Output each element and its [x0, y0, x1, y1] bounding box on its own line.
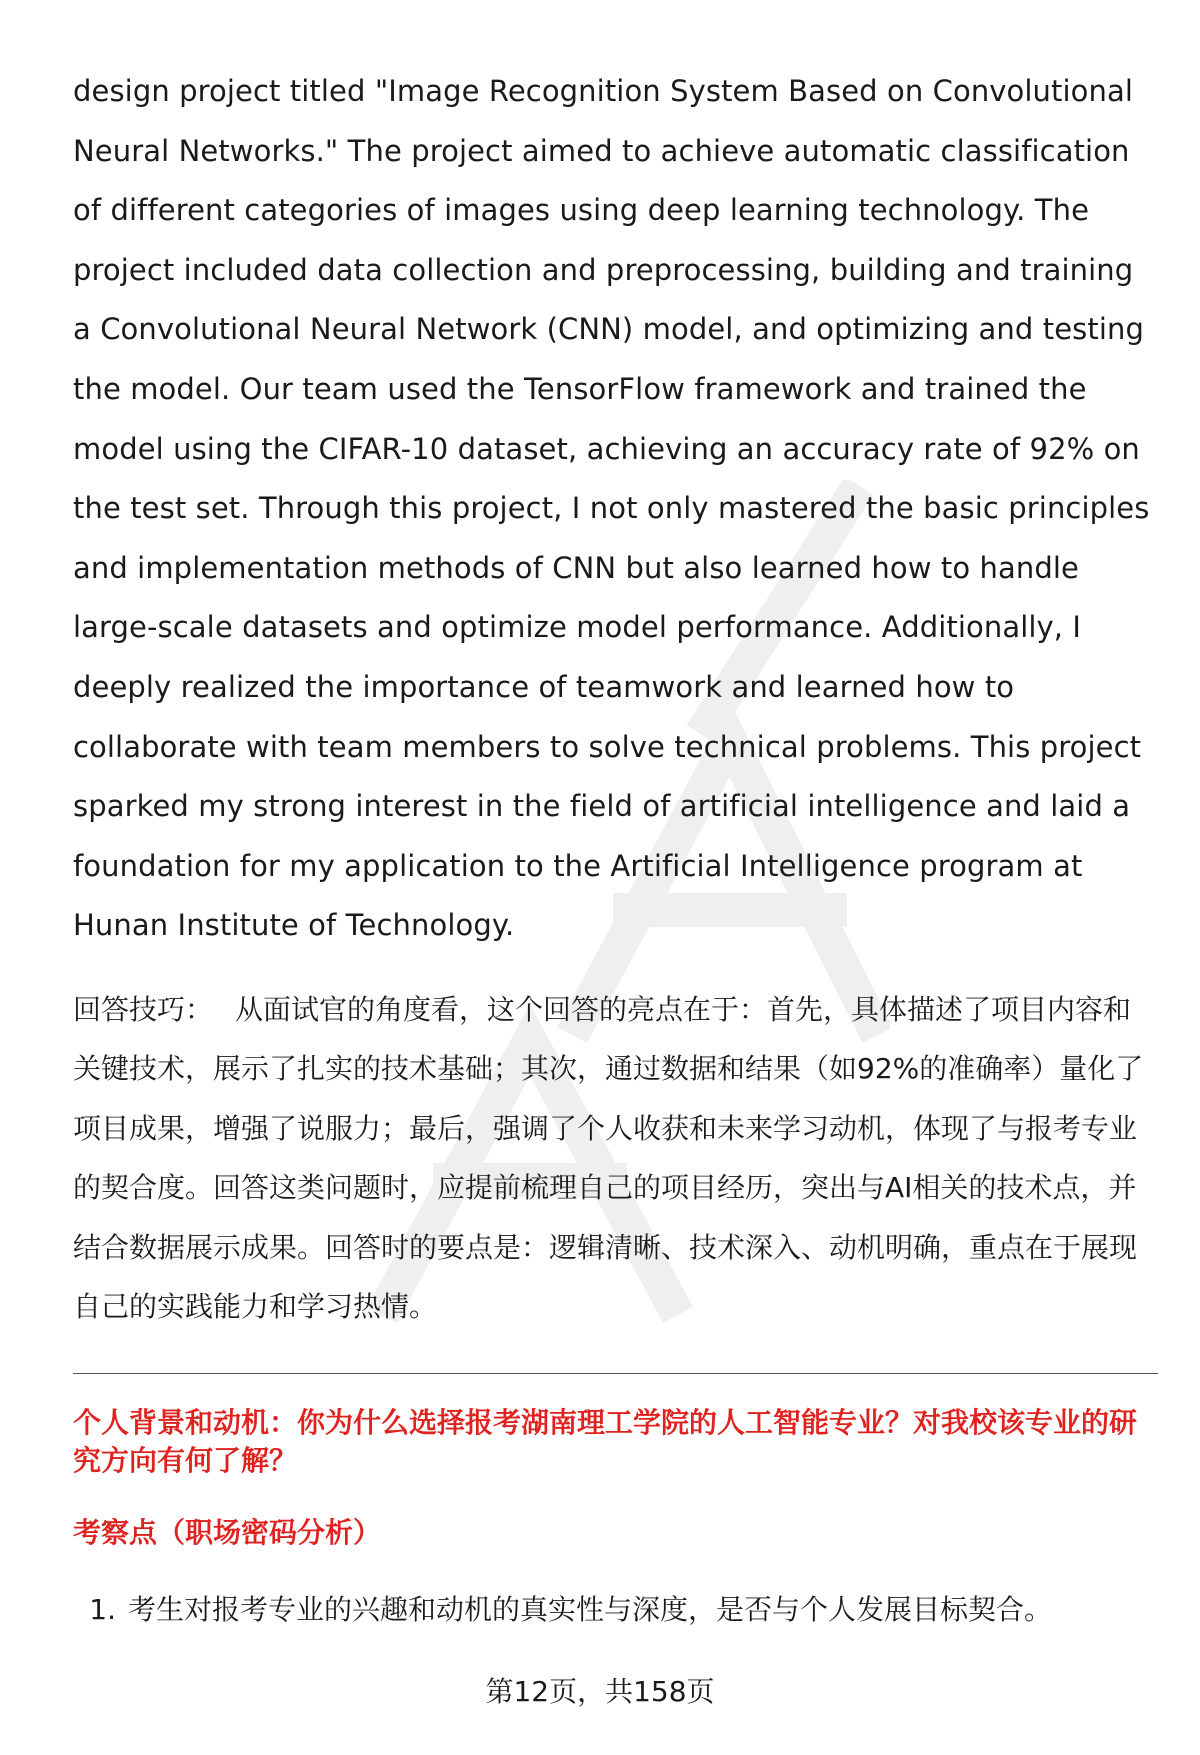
answer-paragraph: design project titled "Image Recognition System Based on Convolutional Neural Networks." The project aimed to achieve automatic classification of different categories of images using deep learning technology. The project included data collection and preprocessing, building and training a Convolutional Neural Network (CNN) model, and optimizing and testing the model. Our team used the TensorFlow framework and trained the model using the CIFAR-10 dataset, achieving an accuracy rate of 92% on the test set. Through this project, I not only mastered the basic principles and implementation methods of CNN but also learned how to handle large-scale datasets and optimize model performance. Additionally, I deeply realized the importance of teamwork and learned how to collaborate with team members to solve technical problems. This project sparked my strong interest in the field of artificial intelligence and laid a foundation for my application to the Artificial Intelligence program at Hunan Institute of Technology. [73, 74, 1150, 943]
question-heading: 个人背景和动机：你为什么选择报考湖南理工学院的人工智能专业？对我校该专业的研究方向有何了解？ [73, 1405, 1138, 1477]
list-item-text: 考生对报考专业的兴趣和动机的真实性与深度，是否与个人发展目标契合。 [128, 1592, 1053, 1626]
tips-label: 回答技巧： [73, 992, 214, 1026]
section-divider [73, 1373, 1158, 1374]
tips-paragraph [73, 980, 1158, 1337]
assessment-heading: 考察点（职场密码分析） [73, 1515, 382, 1549]
page-content [73, 62, 1158, 1630]
tips-text: 从面试官的角度看，这个回答的亮点在于：首先，具体描述了项目内容和关键技术，展示了扎实的技术基础；其次，通过数据和结果（如92%的准确率）量化了项目成果，增强了说服力；最后，强调了个人收获和未来学习动机，体现了与报考专业的契合度。回答这类问题时，应提前梳理自己的项目经历，突出与AI相关的技术点，并结合数据展示成果。回答时的要点是：逻辑清晰、技术深入、动机明确，重点在于展现自己的实践能力和学习热情。 [73, 992, 1144, 1324]
list-item-number: 1. [89, 1592, 116, 1626]
page-number-footer: 第12页，共158页 [485, 1675, 715, 1708]
list-item [73, 1590, 1158, 1630]
assessment-list [73, 1590, 1158, 1630]
